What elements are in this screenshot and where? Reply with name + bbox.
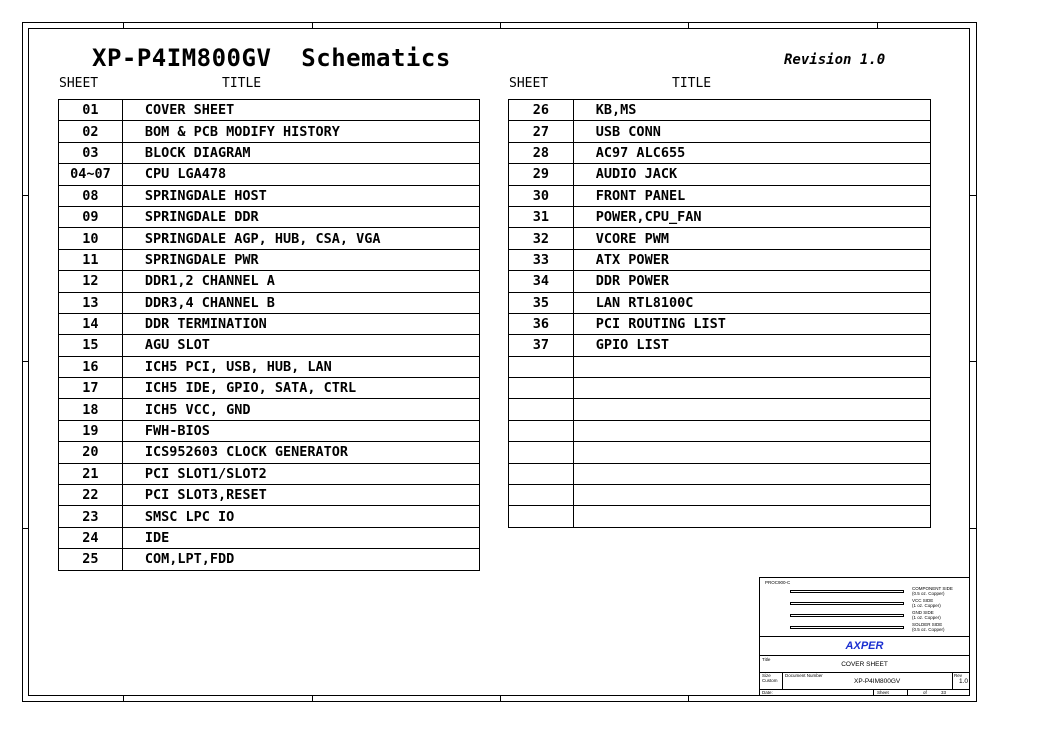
sheet-title: ICH5 PCI, USB, HUB, LAN	[122, 356, 479, 377]
sheet-number: 26	[509, 100, 574, 121]
sheet-number: 16	[59, 356, 123, 377]
table-row	[59, 164, 480, 185]
layer-spec: (0.5 oz. Copper)	[912, 627, 945, 632]
layer-spec: (0.5 oz. Copper)	[912, 591, 945, 596]
zone-tick	[970, 361, 977, 362]
sheet-number: 25	[59, 549, 123, 570]
table-row	[509, 485, 931, 506]
sheet-title: VCORE PWM	[573, 228, 930, 249]
sheet-number	[509, 463, 574, 484]
sheet-number: 32	[509, 228, 574, 249]
layer-spec: (1 oz. Copper)	[912, 603, 941, 608]
sheet-index-table-left	[58, 99, 480, 571]
table-row	[59, 292, 480, 313]
table-row	[509, 185, 931, 206]
table-row	[59, 335, 480, 356]
layer-bar	[790, 602, 904, 605]
docnum-label: Document Number	[785, 673, 823, 678]
sheet-number: 01	[59, 100, 123, 121]
table-row	[509, 335, 931, 356]
sheet-number: 19	[59, 420, 123, 441]
table-row	[59, 442, 480, 463]
title-label: Title	[762, 657, 771, 662]
table-row	[59, 356, 480, 377]
sheet-number	[509, 506, 574, 527]
revision-label: Revision 1.0	[784, 52, 886, 68]
table-row	[59, 527, 480, 548]
zone-tick	[500, 22, 501, 28]
sheet-number	[509, 420, 574, 441]
sheet-title: SMSC LPC IO	[122, 506, 479, 527]
table-row	[59, 121, 480, 142]
sheet-title: PCI ROUTING LIST	[573, 313, 930, 334]
table-row	[59, 271, 480, 292]
left-title-header: TITLE	[222, 76, 262, 91]
tb-divider	[760, 655, 969, 656]
tb-divider	[760, 689, 969, 690]
sheet-number: 11	[59, 249, 123, 270]
sheet-title: BOM & PCB MODIFY HISTORY	[122, 121, 479, 142]
rev-label: Rev	[954, 673, 963, 678]
sheet-title: COVER SHEET	[841, 661, 888, 668]
zone-tick	[877, 22, 878, 28]
size-value: Custom	[762, 678, 778, 683]
layer-bar	[790, 590, 904, 593]
table-row	[509, 442, 931, 463]
sheet-title: POWER,CPU_FAN	[573, 206, 930, 227]
sheet-title: DDR3,4 CHANNEL B	[122, 292, 479, 313]
sheet-title: KB,MS	[573, 100, 930, 121]
sheet-number: 09	[59, 206, 123, 227]
document-number: XP-P4IM800GV	[854, 678, 901, 685]
tb-divider	[782, 672, 783, 689]
table-row	[509, 378, 931, 399]
sheet-number: 21	[59, 463, 123, 484]
zone-tick	[688, 696, 689, 702]
sheet-title: IDE	[122, 527, 479, 548]
zone-tick	[22, 528, 28, 529]
sheet-label: Sheet	[877, 690, 889, 695]
zone-tick	[312, 696, 313, 702]
sheet-number: 31	[509, 206, 574, 227]
layer-bar	[790, 614, 904, 617]
sheet-title: GPIO LIST	[573, 335, 930, 356]
sheet-title: CPU LGA478	[122, 164, 479, 185]
sheet-number: 17	[59, 378, 123, 399]
company-logo: AXPER	[845, 640, 884, 652]
table-row	[59, 206, 480, 227]
sheet-number: 18	[59, 399, 123, 420]
table-row	[509, 506, 931, 527]
sheet-title: DDR1,2 CHANNEL A	[122, 271, 479, 292]
sheet-number: 37	[509, 335, 574, 356]
total-sheets: 33	[941, 690, 947, 695]
sheet-number: 24	[59, 527, 123, 548]
sheet-title	[573, 463, 930, 484]
sheet-title: COVER SHEET	[122, 100, 479, 121]
of-label: of	[923, 690, 927, 695]
table-row	[509, 206, 931, 227]
table-row	[509, 142, 931, 163]
table-row	[59, 378, 480, 399]
sheet-title: ATX POWER	[573, 249, 930, 270]
sheet-title	[573, 442, 930, 463]
sheet-number	[509, 442, 574, 463]
sheet-title: SPRINGDALE HOST	[122, 185, 479, 206]
table-row	[59, 249, 480, 270]
sheet-number: 33	[509, 249, 574, 270]
sheet-number: 28	[509, 142, 574, 163]
sheet-title: SPRINGDALE AGP, HUB, CSA, VGA	[122, 228, 479, 249]
sheet-number: 03	[59, 142, 123, 163]
document-title: XP-P4IM800GV Schematics	[92, 44, 451, 72]
sheet-index-table-right	[508, 99, 931, 528]
sheet-title	[573, 399, 930, 420]
sheet-number	[509, 356, 574, 377]
table-row	[59, 485, 480, 506]
sheet-title: BLOCK DIAGRAM	[122, 142, 479, 163]
tb-divider	[907, 689, 908, 696]
sheet-title: DDR TERMINATION	[122, 313, 479, 334]
table-row	[509, 228, 931, 249]
board-code: PROC900-C	[765, 580, 791, 585]
table-row	[59, 228, 480, 249]
zone-tick	[123, 696, 124, 702]
sheet-title: DDR POWER	[573, 271, 930, 292]
sheet-title: ICH5 VCC, GND	[122, 399, 479, 420]
sheet-title: PCI SLOT3,RESET	[122, 485, 479, 506]
zone-tick	[688, 22, 689, 28]
sheet-title: LAN RTL8100C	[573, 292, 930, 313]
sheet-title	[573, 485, 930, 506]
sheet-title: FRONT PANEL	[573, 185, 930, 206]
title-block	[759, 577, 970, 696]
sheet-number	[509, 485, 574, 506]
sheet-number: 36	[509, 313, 574, 334]
sheet-title: ICH5 IDE, GPIO, SATA, CTRL	[122, 378, 479, 399]
zone-tick	[970, 528, 977, 529]
table-row	[509, 420, 931, 441]
rev-value: 1.0	[959, 678, 969, 685]
table-row	[59, 399, 480, 420]
sheet-number	[509, 378, 574, 399]
table-row	[59, 100, 480, 121]
layer-bar	[790, 626, 904, 629]
zone-tick	[970, 195, 977, 196]
right-sheet-header: SHEET	[509, 76, 549, 91]
tb-divider	[873, 689, 874, 696]
sheet-title	[573, 420, 930, 441]
table-row	[509, 121, 931, 142]
sheet-number: 10	[59, 228, 123, 249]
sheet-number: 27	[509, 121, 574, 142]
date-label: Date:	[762, 690, 773, 695]
table-row	[59, 420, 480, 441]
sheet-number: 04~07	[59, 164, 123, 185]
zone-tick	[22, 195, 28, 196]
layer-name: COMPONENT SIDE	[912, 586, 953, 591]
sheet-title: AC97 ALC655	[573, 142, 930, 163]
table-row	[509, 249, 931, 270]
sheet-title: SPRINGDALE PWR	[122, 249, 479, 270]
table-row	[509, 292, 931, 313]
layer-name: GND SIDE	[912, 610, 934, 615]
sheet-title: PCI SLOT1/SLOT2	[122, 463, 479, 484]
table-row	[59, 463, 480, 484]
table-row	[509, 313, 931, 334]
table-row	[509, 399, 931, 420]
layer-name: VCC SIDE	[912, 598, 934, 603]
sheet-number: 22	[59, 485, 123, 506]
sheet-number	[509, 399, 574, 420]
sheet-number: 02	[59, 121, 123, 142]
tb-divider	[952, 672, 953, 689]
tb-divider	[760, 636, 969, 637]
sheet-title	[573, 378, 930, 399]
sheet-number: 20	[59, 442, 123, 463]
sheet-title: FWH-BIOS	[122, 420, 479, 441]
layer-spec: (1 oz. Copper)	[912, 615, 941, 620]
sheet-title: ICS952603 CLOCK GENERATOR	[122, 442, 479, 463]
table-row	[59, 549, 480, 570]
zone-tick	[22, 361, 28, 362]
table-row	[509, 100, 931, 121]
sheet-title: COM,LPT,FDD	[122, 549, 479, 570]
table-row	[59, 185, 480, 206]
sheet-number: 34	[509, 271, 574, 292]
table-row	[509, 463, 931, 484]
sheet-title: AUDIO JACK	[573, 164, 930, 185]
sheet-number: 13	[59, 292, 123, 313]
sheet-title: USB CONN	[573, 121, 930, 142]
sheet-number: 15	[59, 335, 123, 356]
sheet-title	[573, 506, 930, 527]
table-row	[509, 271, 931, 292]
table-row	[509, 164, 931, 185]
table-row	[59, 142, 480, 163]
zone-tick	[312, 22, 313, 28]
sheet-title	[573, 356, 930, 377]
zone-tick	[500, 696, 501, 702]
sheet-number: 08	[59, 185, 123, 206]
sheet-title: SPRINGDALE DDR	[122, 206, 479, 227]
table-row	[59, 313, 480, 334]
left-sheet-header: SHEET	[59, 76, 99, 91]
sheet-number: 12	[59, 271, 123, 292]
zone-tick	[123, 22, 124, 28]
sheet-title: AGU SLOT	[122, 335, 479, 356]
size-label: Size	[762, 673, 771, 678]
sheet-number: 14	[59, 313, 123, 334]
table-row	[59, 506, 480, 527]
sheet-number: 23	[59, 506, 123, 527]
layer-name: SOLDER SIDE	[912, 622, 943, 627]
sheet-number: 30	[509, 185, 574, 206]
sheet-number: 29	[509, 164, 574, 185]
table-row	[509, 356, 931, 377]
sheet-number: 35	[509, 292, 574, 313]
right-title-header: TITLE	[672, 76, 712, 91]
